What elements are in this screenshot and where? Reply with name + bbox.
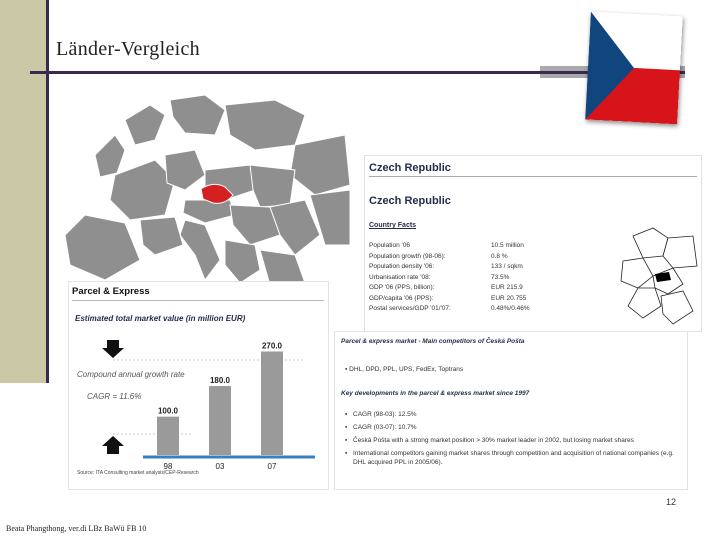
- list-item: ▪ Česká Pošta with a strong market position > 30% market leader in 2002, but losing market shares: [345, 436, 681, 445]
- page-number: 12: [666, 497, 677, 507]
- left-accent-edge: [46, 0, 49, 383]
- chart-source-note: Source: ITA Consulting market analysis/CEP-Research: [77, 470, 199, 476]
- fact-value: 73.5%: [491, 273, 510, 281]
- fact-row: [369, 284, 609, 295]
- country-panel-header: Czech Republic: [369, 162, 451, 174]
- fact-label: Population '06: [369, 242, 410, 249]
- country-facts-heading: Country Facts: [369, 222, 417, 229]
- czech-flag-image: [585, 12, 683, 125]
- fact-label: Postal services/GDP '01/'07:: [369, 305, 451, 312]
- europe-map-image: [55, 95, 350, 285]
- bar-value-label: 100.0: [157, 406, 179, 416]
- fact-value: 0.8 %: [491, 252, 508, 260]
- country-facts-list: [369, 242, 609, 316]
- competitors-panel: [334, 331, 688, 490]
- fact-label: Urbanisation rate '08:: [369, 273, 431, 281]
- fact-value: 0.48%/0.46%: [491, 305, 530, 312]
- cagr-label: Compound annual growth rate: [77, 370, 185, 379]
- europe-mini-map-image: [613, 226, 699, 328]
- bar-value-label: 180.0: [209, 376, 231, 385]
- fact-label: GDP '06 (PPS, billion):: [369, 284, 435, 291]
- fact-value: 133 / sqkm: [491, 263, 523, 270]
- fact-row: [369, 295, 609, 306]
- fact-row: [369, 253, 609, 264]
- fact-label: Population density '06:: [369, 263, 435, 270]
- x-tick-label: 07: [267, 462, 277, 471]
- fact-row: [369, 305, 609, 316]
- x-tick-label: 98: [163, 462, 173, 471]
- fact-row: [369, 242, 609, 253]
- fact-row: [369, 263, 609, 274]
- parcel-panel-header: Parcel & Express: [72, 286, 150, 297]
- country-panel-divider: [369, 176, 697, 177]
- list-item: ▪ CAGR (03-07): 10.7%: [345, 423, 681, 432]
- slide-title: Länder-Vergleich: [56, 38, 200, 60]
- fact-value: 10.5 million: [491, 242, 524, 249]
- arrow-down-icon: [102, 340, 124, 358]
- x-tick-label: 03: [215, 462, 225, 471]
- country-facts-panel: [364, 155, 702, 332]
- bar-07: [261, 352, 283, 456]
- fact-label: Population growth (98-06):: [369, 252, 446, 260]
- developments-list: [345, 410, 681, 471]
- developments-heading: Key developments in the parcel & express market since 1997: [341, 390, 530, 397]
- parcel-panel-subtitle: Estimated total market value (in million EUR): [75, 314, 246, 323]
- competitors-heading: Parcel & express market - Main competitors of Česká Pošta: [341, 338, 525, 345]
- bar-98: [157, 417, 179, 455]
- left-accent-bar: [0, 0, 46, 383]
- parcel-express-panel: [68, 281, 329, 490]
- market-value-chart: [73, 330, 325, 480]
- competitors-list: ▪ DHL, DPD, PPL, UPS, FedEx, Toptrans: [345, 366, 463, 373]
- parcel-panel-divider: [72, 300, 324, 301]
- fact-row: [369, 274, 609, 285]
- fact-value: EUR 215.9: [491, 284, 523, 291]
- footer-author: Beata Phangthong, ver.di LBz BaWü FB 10: [6, 524, 147, 533]
- arrow-up-icon: [102, 436, 124, 454]
- cagr-value: CAGR = 11.6%: [87, 392, 142, 401]
- fact-label: GDP/capita '06 (PPS):: [369, 294, 434, 302]
- country-panel-title: Czech Republic: [369, 195, 451, 207]
- bar-03: [209, 386, 231, 455]
- list-item: ▪ CAGR (98-03): 12.5%: [345, 410, 681, 419]
- fact-value: EUR 20.755: [491, 294, 527, 302]
- bar-value-label: 270.0: [261, 341, 283, 351]
- list-item: ▪ International competitors gaining market shares through competition and acquisition of national companies (e.g. DHL acquired PPL in 2005/06).: [345, 449, 681, 467]
